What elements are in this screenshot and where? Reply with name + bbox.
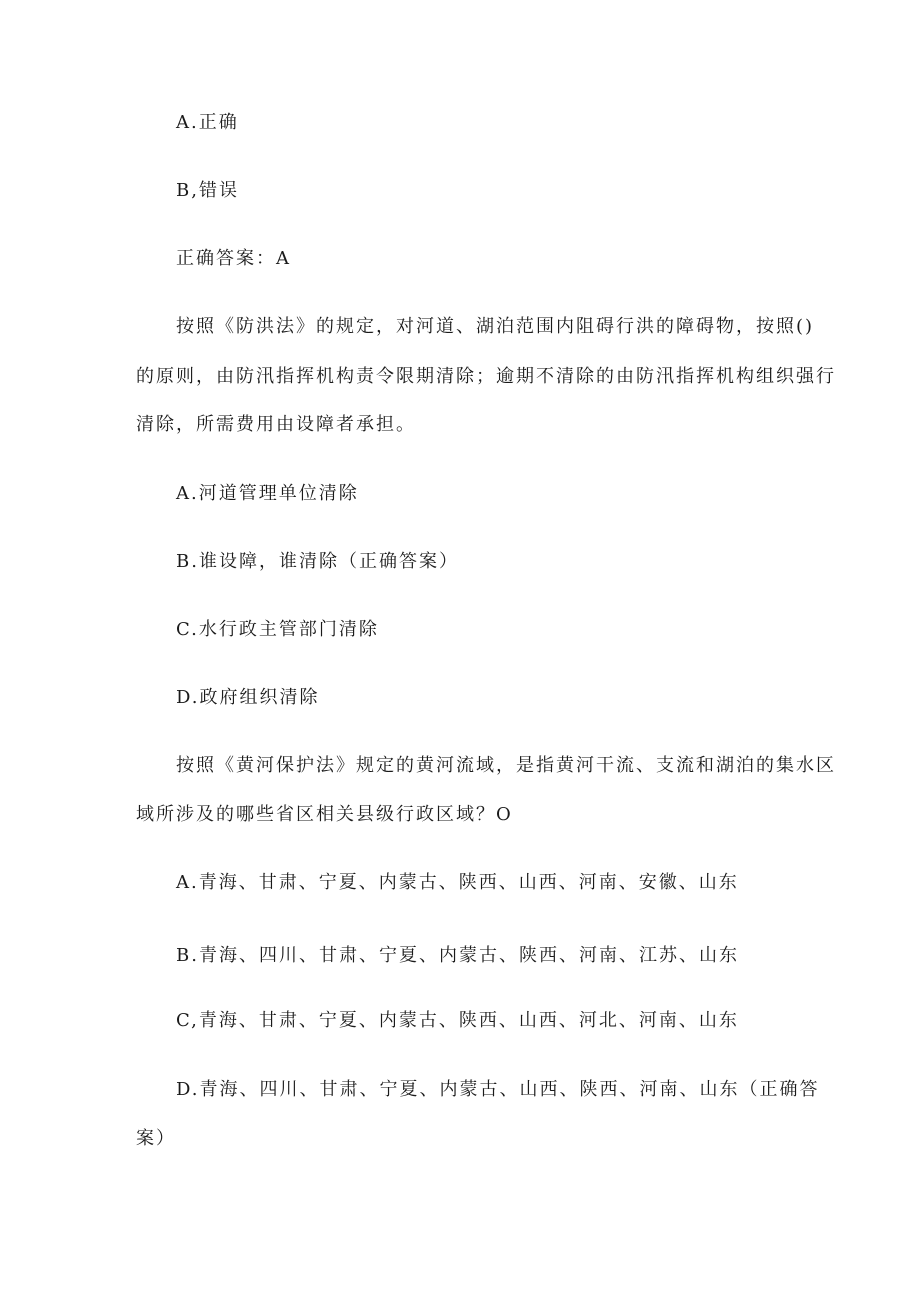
q3-stem-line1: 按照《黄河保护法》规定的黄河流域，是指黄河干流、支流和湖泊的集水区 [176,755,836,776]
q3-option-d-line2: 案） [136,1128,176,1149]
q1-answer: 正确答案：A [176,248,291,269]
q1-option-a: A.正确 [176,112,239,133]
q1-option-b: B,错误 [176,180,239,201]
q3-option-d-line1: D.青海、四川、甘肃、宁夏、内蒙古、山西、陕西、河南、山东（正确答 [176,1079,820,1100]
q3-stem-line2: 域所涉及的哪些省区相关县级行政区域？O [136,804,513,825]
q2-stem-line1: 按照《防洪法》的规定，对河道、湖泊范围内阻碍行洪的障碍物，按照() [176,316,815,337]
q2-option-d: D.政府组织清除 [176,687,320,708]
q3-option-b: B.青海、四川、甘肃、宁夏、内蒙古、陕西、河南、江苏、山东 [176,945,739,966]
q3-option-a: A.青海、甘肃、宁夏、内蒙古、陕西、山西、河南、安徽、山东 [176,872,739,893]
q2-option-c: C.水行政主管部门清除 [176,619,379,640]
q2-stem-line3: 清除，所需费用由设障者承担。 [136,414,416,435]
q2-option-a: A.河道管理单位清除 [176,483,359,504]
q2-stem-line2: 的原则，由防汛指挥机构责令限期清除；逾期不清除的由防汛指挥机构组织强行 [136,366,836,387]
q2-option-b: B.谁设障，谁清除（正确答案） [176,551,459,572]
q3-option-c: C,青海、甘肃、宁夏、内蒙古、陕西、山西、河北、河南、山东 [176,1010,739,1031]
